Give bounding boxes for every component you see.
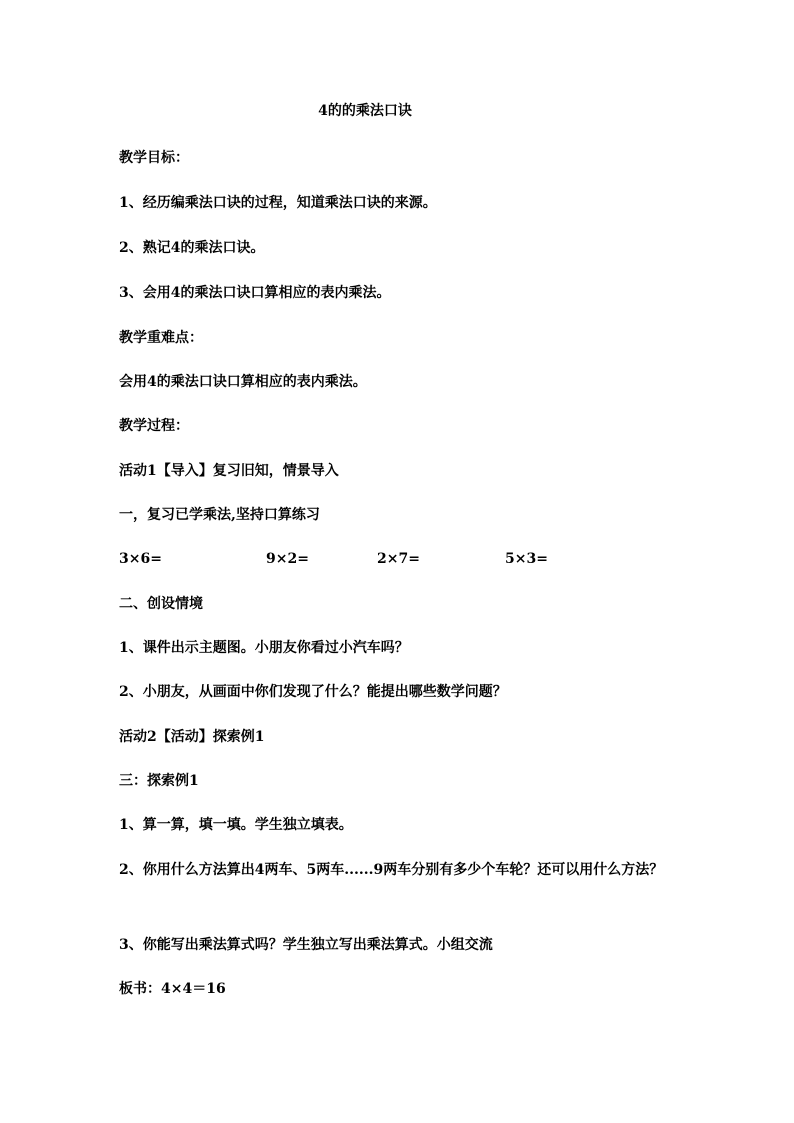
objective-item-3: 3、会用4的乘法口诀口算相应的表内乘法。 <box>119 285 391 301</box>
exercise-2: 9×2= <box>266 551 309 567</box>
key-points-text: 会用4的乘法口诀口算相应的表内乘法。 <box>119 374 367 390</box>
objective-item-2: 2、熟记4的乘法口诀。 <box>119 240 265 256</box>
key-points-heading: 教学重难点： <box>119 330 203 346</box>
part-1-heading: 一，复习已学乘法,坚持口算练习 <box>119 507 320 523</box>
board-writing: 板书：4×4＝16 <box>119 981 226 997</box>
exercise-4: 5×3= <box>505 551 548 567</box>
activity-2-heading: 活动2【活动】探索例1 <box>119 729 265 745</box>
objectives-heading: 教学目标： <box>119 150 189 166</box>
objective-item-1: 1、经历编乘法口诀的过程，知道乘法口诀的来源。 <box>119 195 437 211</box>
part-3-heading: 三：探索例1 <box>119 773 199 789</box>
part-2-heading: 二、创设情境 <box>119 596 203 612</box>
part-3-item-1: 1、算一算，填一填。学生独立填表。 <box>119 817 353 833</box>
part-2-item-2: 2、小朋友，从画面中你们发现了什么？能提出哪些数学问题？ <box>119 684 507 700</box>
exercise-1: 3×6= <box>119 551 162 567</box>
exercise-3: 2×7= <box>377 551 420 567</box>
activity-1-heading: 活动1【导入】复习旧知，情景导入 <box>119 463 339 479</box>
process-heading: 教学过程： <box>119 418 189 434</box>
part-3-item-2: 2、你用什么方法算出4两车、5两车......9两车分别有多少个车轮？还可以用什么方法？ <box>119 862 664 878</box>
document-title: 4的的乘法口诀 <box>318 103 412 119</box>
part-2-item-1: 1、课件出示主题图。小朋友你看过小汽车吗？ <box>119 640 409 656</box>
part-3-item-3: 3、你能写出乘法算式吗？学生独立写出乘法算式。小组交流 <box>119 937 493 953</box>
